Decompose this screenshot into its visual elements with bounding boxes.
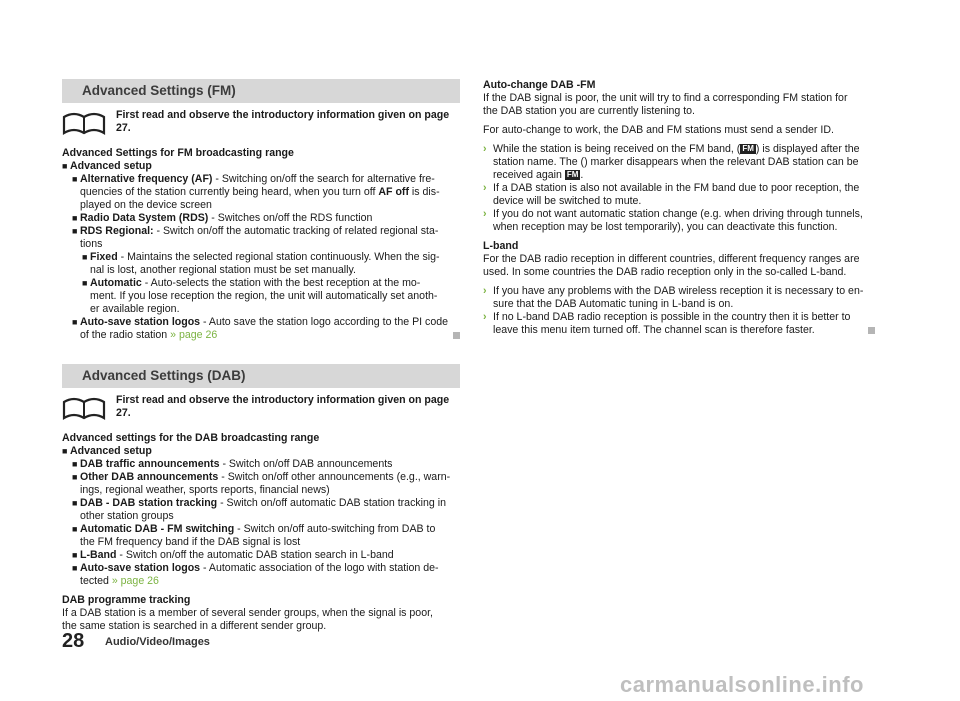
list-item: ■ L-Band - Switch on/off the automatic DAB station search in L-band [72, 549, 394, 561]
arrow-bullet-icon: › [483, 311, 487, 323]
list-item: ■ Fixed - Maintains the selected regional station continuously. When the sig- nal is lost, another regional station must be set manually. [82, 251, 440, 276]
note-text: First read and observe the introductory information given on page 27. [116, 109, 450, 134]
arrow-bullet-icon: › [483, 285, 487, 297]
section-heading-fm: Advanced Settings (FM) [62, 79, 460, 103]
list-item: › If you have any problems with the DAB wireless reception it is necessary to en- sure that the DAB Automatic tuning in L-band is on. [483, 285, 864, 310]
note-text: First read and observe the introductory information given on page 27. [116, 394, 450, 419]
page-number: 28 [62, 630, 85, 652]
list-item: ■ Radio Data System (RDS) - Switches on/off the RDS function [72, 212, 373, 224]
page-link[interactable]: » page 26 [111, 575, 159, 587]
fm-indicator-icon: FM [566, 170, 579, 180]
section-heading-dab: Advanced Settings (DAB) [62, 364, 460, 388]
right-column [483, 79, 875, 337]
list-item: ■ Advanced setup [62, 445, 152, 457]
list-item: › While the station is being received on the FM band, ( FM ) is displayed after the station name. The () marker disappears when the relevant DAB station can be received again FM . [483, 143, 860, 181]
list-item: › If no L-band DAB radio reception is possible in the country then it is better to leave this menu item turned off. The channel scan is therefore faster. [483, 311, 875, 337]
arrow-bullet-icon: › [483, 143, 487, 155]
list-item: ■ Auto-save station logos - Automatic association of the logo with station de- tected » page 26 [72, 562, 439, 587]
list-item: ■ Alternative frequency (AF) - Switching on/off the search for alternative fre- quencies of the station currently being heard, when you turn off AF off is dis- played on the device screen [72, 173, 440, 211]
list-item: ■ Automatic DAB - FM switching - Switch on/off auto-switching from DAB to the FM frequency band if the DAB signal is lost [72, 523, 436, 548]
fm-indicator-icon: FM [742, 144, 754, 154]
sender-id-paragraph: For auto-change to work, the DAB and FM stations must send a sender ID. [483, 124, 834, 136]
open-book-icon [62, 111, 106, 135]
fm-intro: Advanced Settings for FM broadcasting range [62, 147, 294, 159]
note-dab [62, 394, 460, 420]
list-item: ■ Advanced setup [62, 160, 152, 172]
list-item: ■ Auto-save station logos - Auto save the station logo according to the PI code of the radio station » page 26 [62, 316, 460, 342]
lband-paragraph: For the DAB radio reception in different countries, different frequency ranges are used. In some countries the DAB radio reception only in the so-called L-band. [483, 253, 860, 278]
dab-tracking-heading: DAB programme tracking [62, 594, 191, 606]
open-book-icon [62, 396, 106, 420]
note-fm [62, 109, 460, 135]
arrow-bullet-icon: › [483, 208, 487, 220]
dab-intro: Advanced settings for the DAB broadcasting range [62, 432, 320, 444]
list-item: ■ Other DAB announcements - Switch on/off other announcements (e.g., warn- ings, regional weather, sports reports, financial news) [72, 471, 451, 496]
list-item: ■ DAB traffic announcements - Switch on/off DAB announcements [72, 458, 393, 470]
footer-section-label: Audio/Video/Images [105, 636, 210, 648]
watermark: carmanualsonline.info [620, 672, 864, 697]
autochange-paragraph: If the DAB signal is poor, the unit will try to find a corresponding FM station for the DAB station you are currently listening to. [483, 92, 848, 117]
arrow-bullet-icon: › [483, 182, 487, 194]
autochange-heading: Auto-change DAB -FM [483, 79, 596, 91]
list-item: ■ Automatic - Auto-selects the station with the best reception at the mo- ment. If you lose reception the region, the unit will automatically set anoth- er available region. [82, 277, 438, 315]
end-of-section-icon [453, 332, 460, 339]
left-column [62, 79, 460, 633]
page-link[interactable]: » page 26 [170, 329, 218, 341]
list-item: › If a DAB station is also not available in the FM band due to poor reception, the device will be switched to mute. [483, 182, 860, 207]
list-item: ■ RDS Regional: - Switch on/off the automatic tracking of related regional sta- tions [72, 225, 439, 250]
lband-heading: L-band [483, 240, 519, 252]
list-item: › If you do not want automatic station change (e.g. when driving through tunnels, when reception may be lost temporarily), you can deactivate this function. [483, 208, 863, 233]
end-of-section-icon [868, 327, 875, 334]
dab-tracking-paragraph: If a DAB station is a member of several sender groups, when the signal is poor, the same station is searched in a different sender group. [62, 607, 433, 632]
list-item: ■ DAB - DAB station tracking - Switch on/off automatic DAB station tracking in other station groups [72, 497, 446, 522]
